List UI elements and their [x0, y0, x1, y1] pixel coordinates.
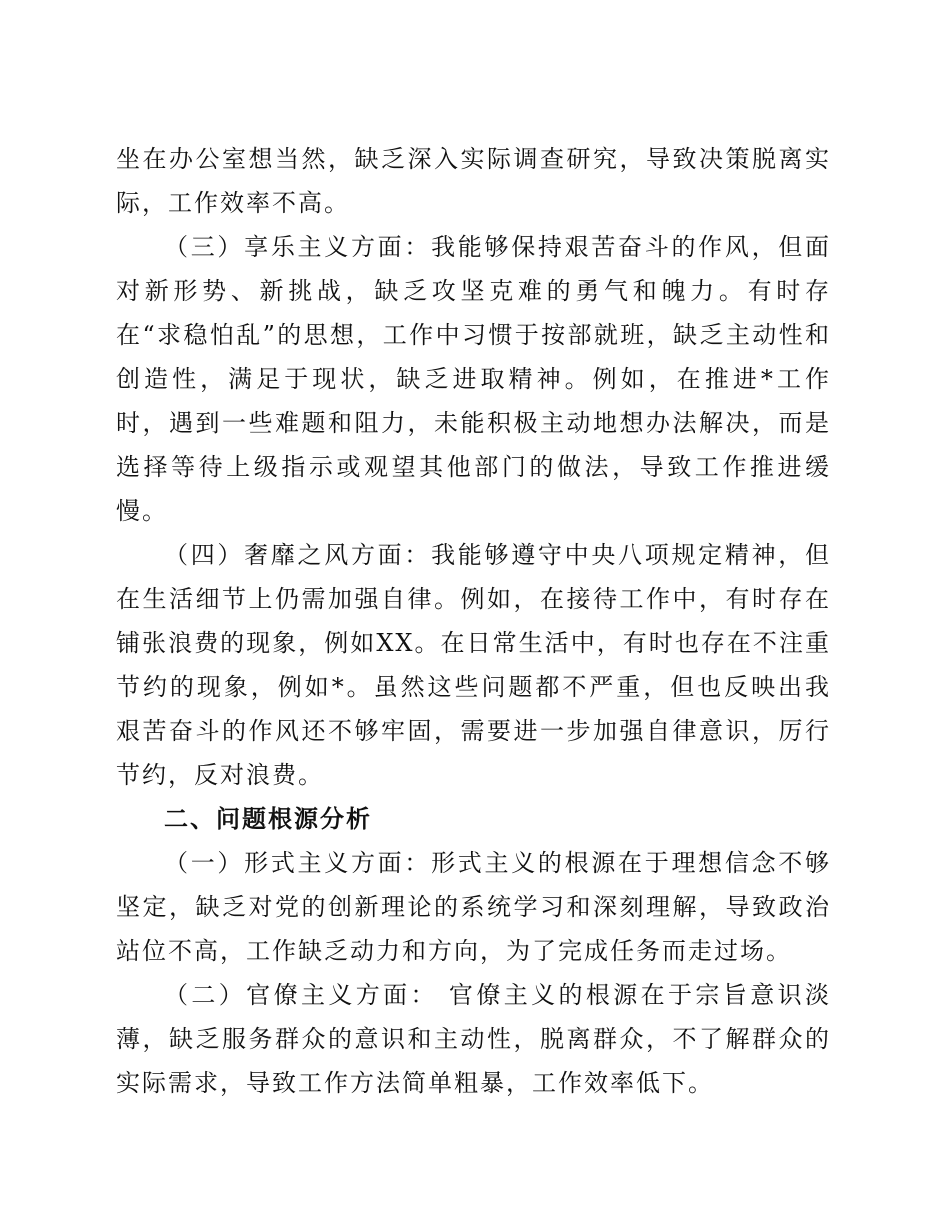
paragraph-extravagance: （四）奢靡之风方面：我能够遵守中央八项规定精神，但在生活细节上仍需加强自律。例如，在接待工作中，有时存在铺张浪费的现象，例如XX。在日常生活中，有时也存在不注重节约的现象，例如*。虽然这些问题都不严重，但也反映出我艰苦奋斗的作风还不够牢固，需要进一步加强自律意识，厉行节约，反对浪费。 — [116, 541, 831, 789]
paragraph-hedonism: （三）享乐主义方面：我能够保持艰苦奋斗的作风，但面对新形势、新挑战，缺乏攻坚克难的勇气和魄力。有时存在“求稳怕乱”的思想，工作中习惯于按部就班，缺乏主动性和创造性，满足于现状，缺乏进取精神。例如，在推进*工作时，遇到一些难题和阻力，未能积极主动地想办法解决，而是选择等待上级指示或观望其他部门的做法，导致工作推进缓慢。 — [116, 233, 831, 525]
paragraph-continued: 坐在办公室想当然，缺乏深入实际调查研究，导致决策脱离实际，工作效率不高。 — [116, 145, 831, 217]
paragraph-formalism: （一）形式主义方面：形式主义的根源在于理想信念不够坚定，缺乏对党的创新理论的系统学习和深刻理解，导致政治站位不高，工作缺乏动力和方向，为了完成任务而走过场。 — [116, 849, 831, 965]
document-body — [116, 137, 831, 1105]
paragraph-bureaucratism: （二）官僚主义方面： 官僚主义的根源在于宗旨意识淡薄，缺乏服务群众的意识和主动性，脱离群众，不了解群众的实际需求，导致工作方法简单粗暴，工作效率低下。 — [116, 981, 831, 1097]
section-heading-root-cause: 二、问题根源分析 — [164, 805, 372, 833]
